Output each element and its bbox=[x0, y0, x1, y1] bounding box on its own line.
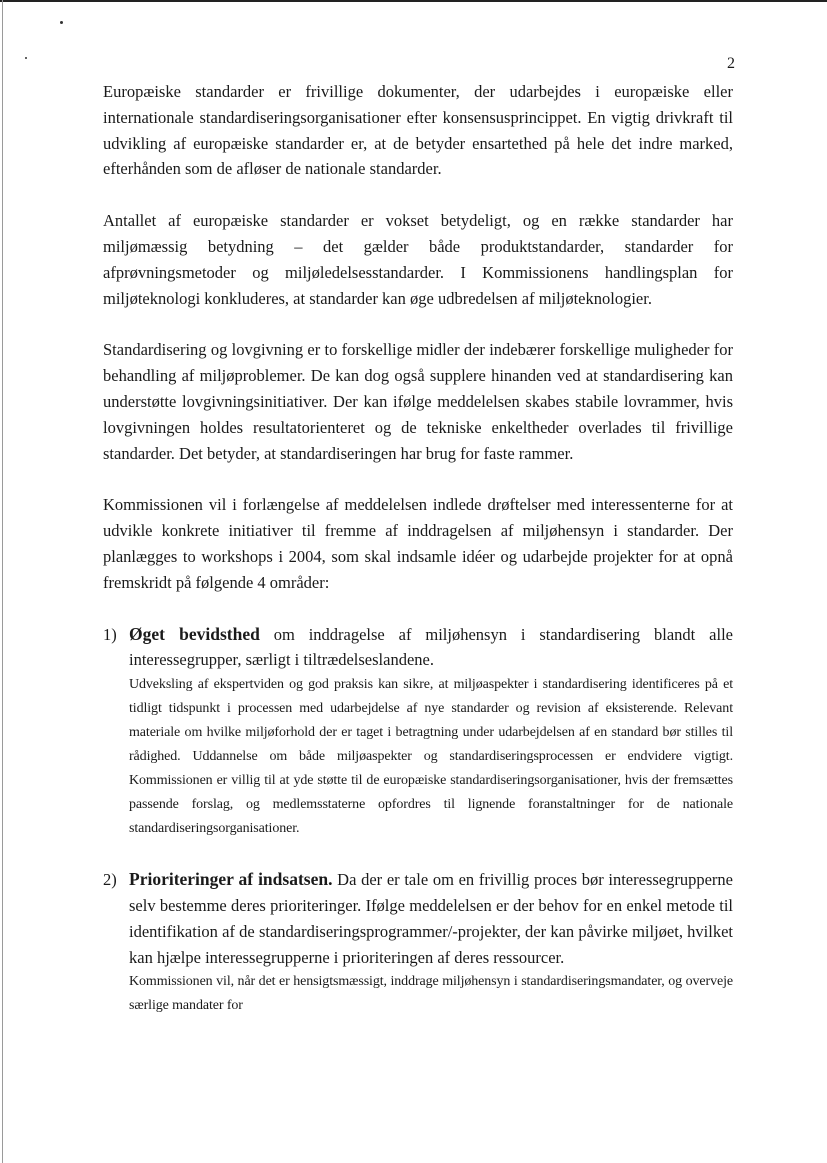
item-text-large: om inddragelse af miljøhensyn i standardisering blandt alle interessegrupper, særligt i tiltrædelseslandene. bbox=[129, 624, 733, 670]
document-body bbox=[103, 79, 733, 1044]
item-text bbox=[129, 867, 733, 970]
item-text-large: Da der er tale om en frivillig proces bør interessegrupperne selv bestemme deres prioriteringer. Ifølge meddelelsen er der behov for en enkel metode til identifikation af de standardiseringsprogrammer/-projekter, der kan påvirke miljøet, hvilket kan hjælpe interessegrupperne i prioriteringen af deres ressourcer. bbox=[129, 870, 733, 967]
top-border-line bbox=[0, 0, 827, 2]
item-text-small: Udveksling af ekspertviden og god praksis kan sikre, at miljøaspekter i standardisering identificeres på et tidligt tidspunkt i processen med udarbejdelse af nye standarder og revision af eksisterende. Relevant materiale om hvilke miljøforhold der er taget i betragtning under udarbejdelsen af en standard bør stilles til rådighed. Uddannelse om både miljøaspekter og standardiseringsprocessen er endvidere vigtigt. Kommissionen er villig til at yde støtte til de europæiske standardiseringsorganisationer, hvis der fremsættes passende forslag, og medlemsstaterne opfordres til lignende foranstaltninger for de nationale standardiseringsorganisationer. bbox=[129, 677, 733, 837]
item-number: 1) bbox=[103, 624, 117, 644]
scan-speck bbox=[25, 57, 27, 59]
item-body bbox=[129, 867, 733, 1018]
item-number: 2) bbox=[103, 870, 117, 890]
item-body bbox=[129, 622, 733, 842]
paragraph: Standardisering og lovgivning er to forskellige midler der indebærer forskellige muligheder for behandling af miljøproblemer. De kan dog også supplere hinanden ved at standardisering kan understøtte lovgivningsinitiativer. Der kan ifølge meddelelsen skabes stabile lovrammer, hvis lovgivningen holdes resultatorienteret og de tekniske enkeltheder overlades til frivillige standarder. Det betyder, at standardiseringen har brug for faste rammer. bbox=[103, 340, 733, 463]
left-scan-edge bbox=[2, 0, 3, 1163]
item-text-small: Kommissionen vil, når det er hensigtsmæssigt, inddrage miljøhensyn i standardiseringsmandater, og overveje særlige mandater for bbox=[129, 974, 733, 1014]
item-heading: Prioriteringer af indsatsen. bbox=[129, 869, 333, 890]
paragraph: Antallet af europæiske standarder er vokset betydeligt, og en række standarder har miljømæssig betydning – det gælder både produktstandarder, standarder for afprøvningsmetoder og miljøledelsesstandarder. I Kommissionens handlingsplan for miljøteknologi konkluderes, at standarder kan øge udbredelsen af miljøteknologier. bbox=[103, 211, 733, 308]
scan-speck bbox=[60, 21, 63, 24]
numbered-item bbox=[103, 622, 733, 842]
paragraph: Kommissionen vil i forlængelse af meddelelsen indlede drøftelser med interessenterne for at udvikle konkrete initiativer til fremme af inddragelsen af miljøhensyn i standarder. Der planlægges to workshops i 2004, som skal indsamle idéer og udarbejde projekter for at opnå fremskridt på følgende 4 områder: bbox=[103, 495, 733, 592]
paragraph: Europæiske standarder er frivillige dokumenter, der udarbejdes i europæiske eller internationale standardiseringsorganisationer efter konsensusprincippet. En vigtig drivkraft til udvikling af europæiske standarder er, at de betyder ensartethed på hele det indre marked, efterhånden som de afløser de nationale standarder. bbox=[103, 82, 733, 179]
item-heading: Øget bevidsthed bbox=[129, 623, 260, 644]
numbered-item bbox=[103, 867, 733, 1018]
item-text bbox=[129, 622, 733, 674]
page-number: 2 bbox=[727, 55, 735, 72]
